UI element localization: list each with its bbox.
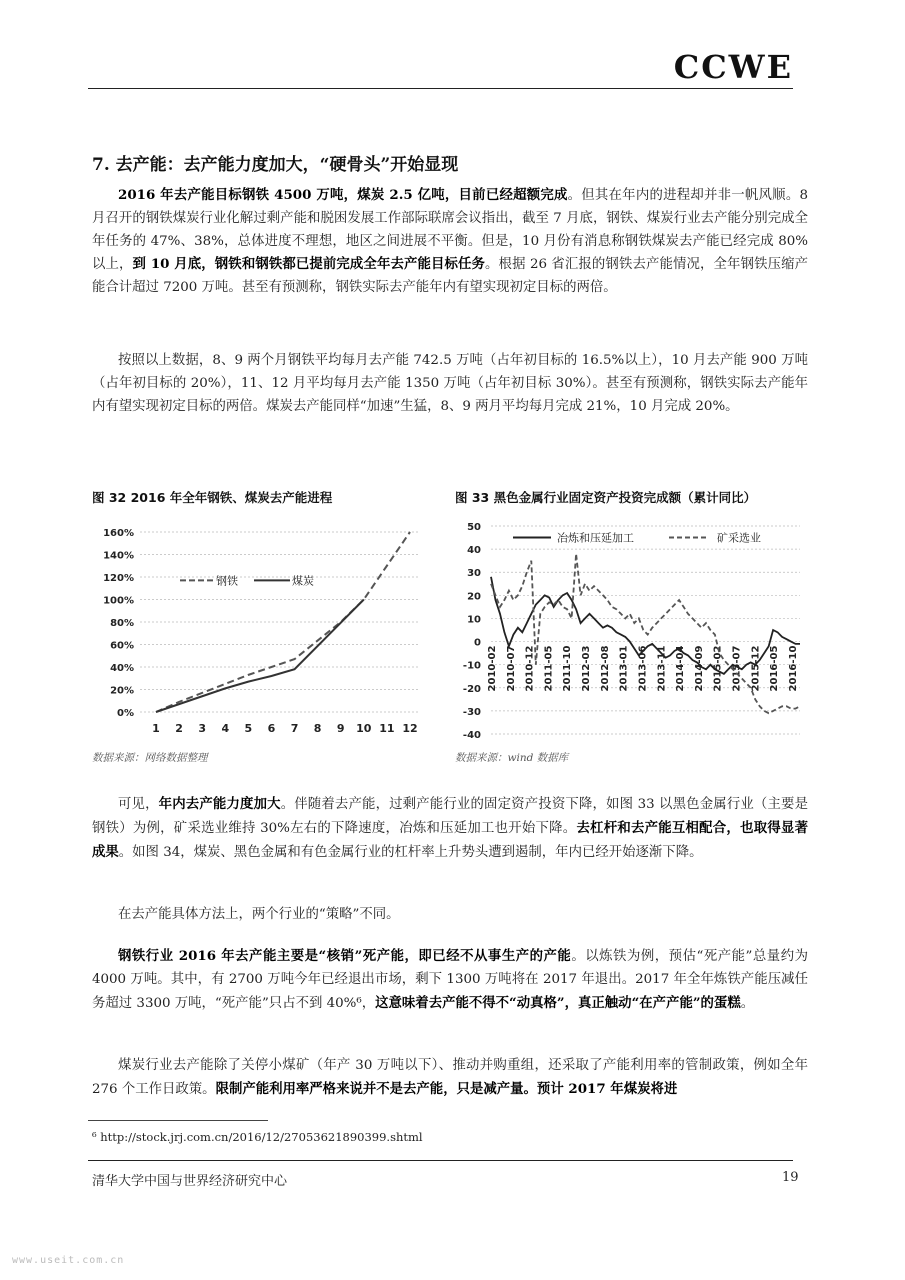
section-heading: 7. 去产能：去产能力度加大，“硬骨头”开始显现 (92, 155, 459, 175)
body-text: 。根据 26 省汇报的钢铁去产能情况，全年钢铁压缩产能合计超过 7200 万吨。甚至有预测称，钢铁实际去产能年内有望实现初定目标的两倍。 (92, 257, 808, 296)
legend-label: 冶炼和压延加工 (557, 531, 634, 545)
y-tick-label: -20 (462, 683, 481, 695)
x-tick-label: 2013-06 (637, 645, 649, 692)
body-text: 煤炭行业去产能除了关停小煤矿（年产 30 万吨以下）、推动并购重组，还采取了产能利用率的管制政策，例如全年 276 个工作日政策。 (92, 1058, 808, 1097)
x-tick-label: 10 (356, 722, 372, 735)
legend-label: 矿采选业 (717, 531, 761, 545)
y-tick-label: 0% (117, 708, 134, 719)
x-tick-label: 2014-09 (693, 645, 705, 692)
y-tick-label: -40 (462, 730, 481, 741)
x-tick-label: 11 (379, 722, 395, 735)
x-tick-label: 2016-05 (769, 645, 781, 692)
page-number: 19 (782, 1170, 799, 1185)
y-tick-label: 40% (110, 663, 134, 674)
footnote-rule (88, 1120, 268, 1121)
x-tick-label: 2015-02 (712, 645, 724, 692)
ccwe-logo: CCWE (673, 48, 793, 86)
bold-text: 2016 年去产能目标钢铁 4500 万吨，煤炭 2.5 亿吨，目前已经超额完成 (118, 187, 568, 203)
bold-text: 去杠杆和去产能互相配合，也取得显著成果 (92, 819, 808, 860)
x-tick-label: 3 (198, 722, 207, 735)
x-tick-label: 2013-01 (618, 645, 630, 692)
watermark: www.useit.com.cn (12, 1255, 125, 1266)
x-tick-label: 9 (336, 722, 345, 735)
x-tick-label: 2013-11 (656, 645, 668, 692)
y-tick-label: 100% (103, 595, 134, 607)
body-text: 。以炼铁为例，预估“死产能”总量约为 4000 万吨。其中，有 2700 万吨今年已经退出市场，剩下 1300 万吨将在 2017 年退出。2017 年全年炼铁产能压减任务超过 3300 万吨，“死产能”只占不到 40%⁶， (92, 949, 808, 1011)
y-tick-label: 80% (110, 618, 134, 629)
x-tick-label: 5 (244, 722, 253, 735)
series-line-1 (156, 532, 410, 712)
x-tick-label: 2 (175, 722, 183, 735)
bold-text: 限制产能利用率严格来说并不是去产能，只是减产量。预计 2017 年煤炭将进 (215, 1080, 678, 1097)
x-tick-label: 6 (267, 722, 276, 735)
paragraph-3 (92, 793, 808, 864)
header-rule (88, 88, 793, 89)
footer-rule (88, 1160, 793, 1161)
x-tick-label: 2015-12 (750, 645, 762, 692)
x-tick-label: 2012-03 (581, 645, 593, 692)
y-tick-label: 50 (467, 522, 481, 533)
x-tick-label: 2010-07 (505, 645, 517, 692)
figure-32-source: 数据来源：网络数据整理 (92, 752, 208, 764)
figure-32-title: 图 32 2016 年全年钢铁、煤炭去产能进程 (92, 490, 333, 505)
paragraph-2: 按照以上数据，8、9 两个月钢铁平均每月去产能 742.5 万吨（占年初目标的 16.5%以上），10 月去产能 900 万吨（占年初目标的 20%），11、12 月平均每月去产能 1350 万吨（占年初目标 30%）。甚至有预测称，钢铁实际去产能年内有望实现初定目标的两倍。煤炭去产能同样“加速”生猛，8、9 两月平均每月完成 21%，10 月完成 20%。 (92, 353, 808, 414)
x-tick-label: 8 (313, 722, 322, 735)
y-tick-label: 140% (103, 550, 134, 562)
x-tick-label: 2015-07 (731, 645, 743, 692)
y-tick-label: -10 (462, 660, 481, 672)
x-tick-label: 7 (290, 722, 299, 735)
y-tick-label: 30 (467, 568, 481, 580)
y-tick-label: 0 (474, 637, 481, 649)
x-tick-label: 2010-02 (487, 645, 498, 692)
y-tick-label: 40 (467, 545, 481, 557)
legend-label: 煤炭 (292, 574, 314, 588)
paragraph-1 (92, 184, 808, 300)
bold-text: 到 10 月底，钢铁和钢铁都已提前完成全年去产能目标任务 (132, 256, 486, 273)
x-tick-label: 2011-05 (543, 645, 555, 692)
x-tick-label: 2010-12 (524, 645, 536, 692)
footer-institution: 清华大学中国与世界经济研究中心 (92, 1174, 288, 1189)
figure-32-chart (92, 512, 432, 744)
footnote-6: ⁶ http://stock.jrj.com.cn/2016/12/27053621890399.shtml (92, 1130, 423, 1144)
y-tick-label: 20 (467, 591, 481, 603)
body-text: 可见， (118, 797, 159, 812)
y-tick-label: 10 (467, 614, 481, 626)
series-line-2 (156, 600, 364, 713)
paragraph-4: 在去产能具体方法上，两个行业的“策略”不同。 (118, 907, 400, 922)
y-tick-label: -30 (462, 706, 481, 718)
y-tick-label: 60% (110, 640, 134, 652)
x-tick-label: 12 (402, 722, 418, 735)
figure-33-source: 数据来源：wind 数据库 (455, 752, 569, 764)
y-tick-label: 160% (103, 528, 134, 539)
bold-text: 这意味着去产能不得不“动真格”，真正触动“在产产能”的蛋糕 (375, 994, 741, 1011)
figure-33-chart (455, 512, 810, 744)
body-text: 。但其在年内的进程却并非一帆风顺。8 月召开的钢铁煤炭行业化解过剩产能和脱困发展工作部际联席会议指出，截至 7 月底，钢铁、煤炭行业去产能分别完成全年任务的 47%、38%，总体进度不理想，地区之间进展不平衡。但是，10 月份有消息称钢铁煤炭去产能已经完成 80%以上， (92, 188, 808, 273)
paragraph-5 (92, 945, 808, 1015)
x-tick-label: 1 (152, 722, 160, 735)
paragraph-6 (92, 1055, 808, 1102)
body-text: 。伴随着去产能，过剩产能行业的固定资产投资下降，如图 33 以黑色金属行业（主要是钢铁）为例，矿采选业维持 30%左右的下降速度，冶炼和压延加工也开始下降。 (92, 797, 808, 836)
x-tick-label: 2016-10 (788, 645, 799, 692)
y-tick-label: 20% (110, 685, 134, 697)
x-tick-label: 2011-10 (562, 645, 574, 692)
body-text: 。 (740, 995, 755, 1011)
legend-label: 钢铁 (216, 574, 238, 588)
x-tick-label: 2012-08 (599, 645, 611, 692)
bold-text: 钢铁行业 2016 年去产能主要是“核销”死产能，即已经不从事生产的产能 (118, 948, 572, 964)
body-text: 。如图 34，煤炭、黑色金属和有色金属行业的杠杆率上升势头遭到遏制，年内已经开始逐渐下降。 (118, 844, 703, 860)
y-tick-label: 120% (103, 573, 134, 584)
x-tick-label: 2014-04 (675, 645, 687, 692)
figure-33-title: 图 33 黑色金属行业固定资产投资完成额（累计同比） (455, 490, 757, 505)
x-tick-label: 4 (221, 722, 230, 735)
bold-text: 年内去产能力度加大 (158, 796, 281, 812)
